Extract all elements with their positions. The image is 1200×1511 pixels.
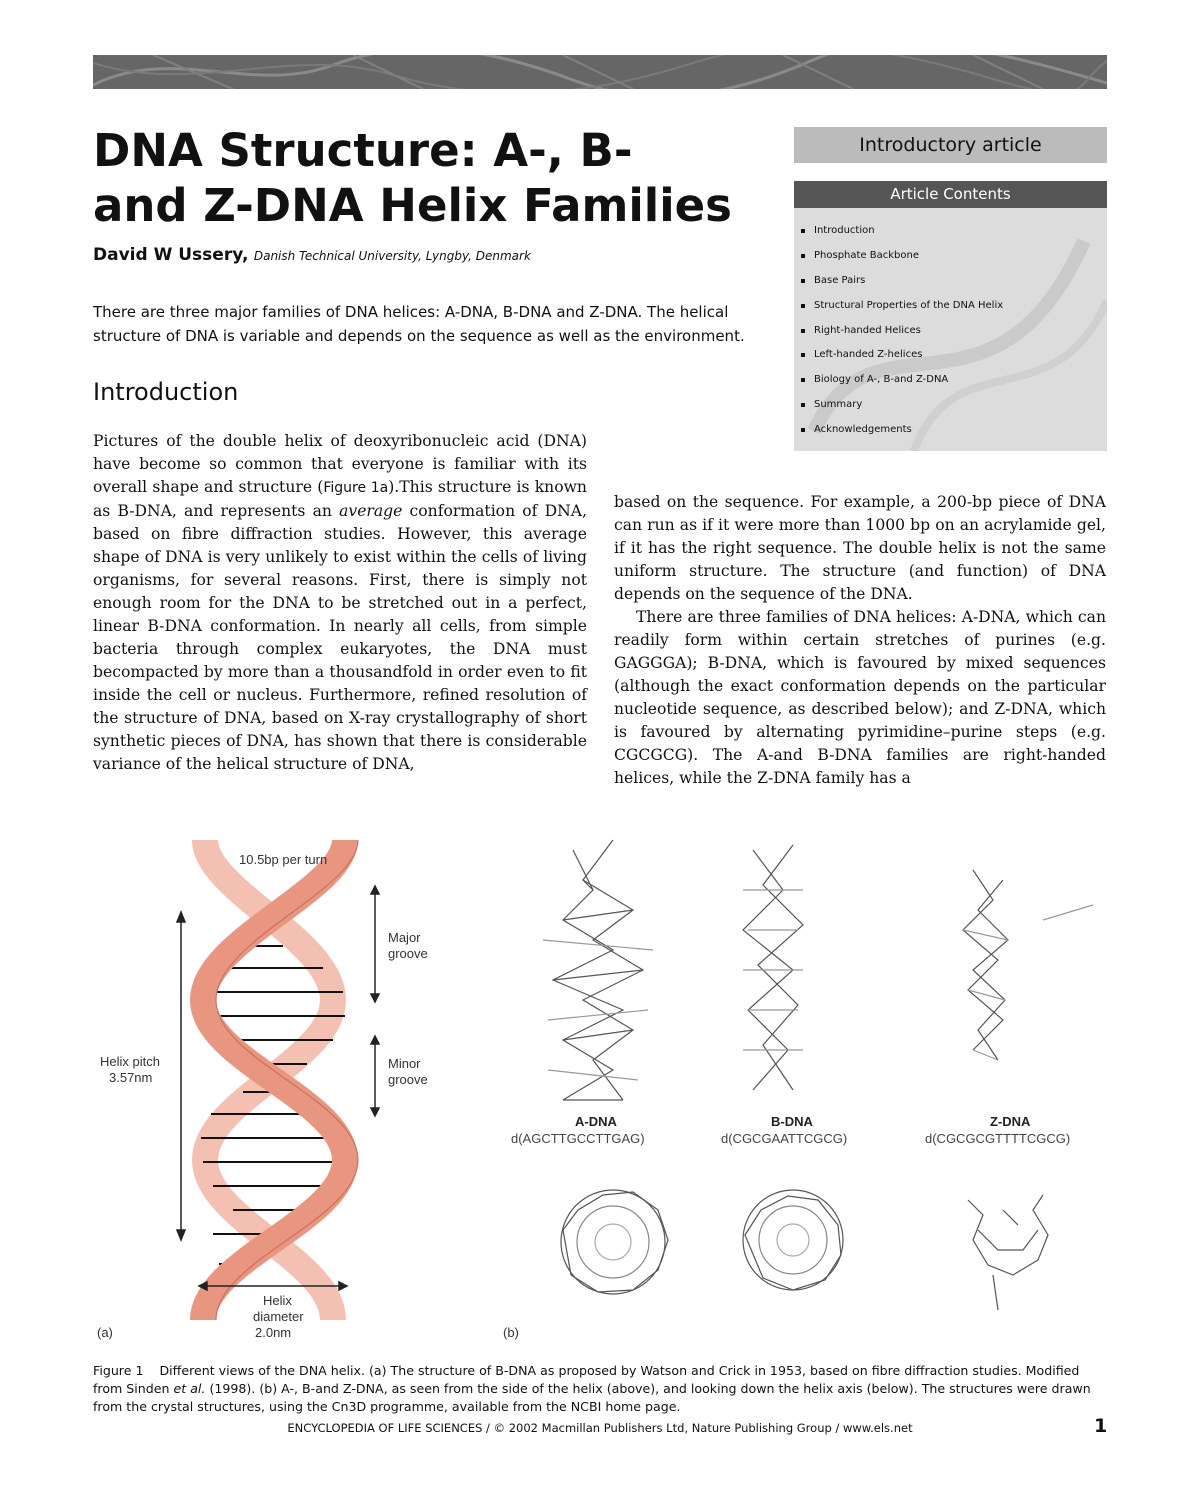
label-minor-groove: groove (388, 1072, 428, 1087)
author-line (93, 245, 531, 265)
contents-item[interactable] (794, 349, 1107, 374)
bullet-icon (801, 304, 805, 308)
page-number: 1 (1094, 1415, 1108, 1437)
contents-item-label: Biology of A-, B-and Z-DNA (814, 374, 949, 386)
intro-paragraph (93, 430, 587, 776)
body-column-left (93, 430, 587, 776)
contents-item-label: Summary (814, 399, 863, 411)
contents-item-label: Structural Properties of the DNA Helix (814, 299, 1004, 311)
emphasis-text: average (339, 502, 403, 520)
contents-item[interactable] (794, 325, 1107, 350)
bullet-icon (801, 403, 805, 407)
contents-item[interactable] (794, 275, 1107, 300)
header-banner (93, 55, 1107, 89)
text-run: Pictures of the double helix of deoxyribonucleic acid (DNA) have become so common that everyone is familiar with its overall shape and structure ( (93, 432, 587, 496)
article-type-label: Introductory article (859, 134, 1042, 156)
label-helix-diameter: diameter (253, 1309, 304, 1324)
article-contents-box (794, 181, 1107, 451)
caption-text: (1998). (b) A-, B-and Z-DNA, as seen from the side of the helix (above), and looking down the helix axis (below). The structures were drawn from the crystal structures, using the Cn3D programme, available from the NCBI home page. (93, 1381, 1091, 1414)
contents-item[interactable] (794, 250, 1107, 275)
helix-strand-front (203, 840, 345, 1320)
author-affiliation: Danish Technical University, Lyngby, Denmark (253, 249, 531, 263)
structure-sequence: d(CGCGCGTTTTCGCG) (925, 1131, 1071, 1146)
author-name: David W Ussery, (93, 245, 249, 265)
contents-item-label: Base Pairs (814, 274, 866, 286)
bullet-icon (801, 279, 805, 283)
abstract: There are three major families of DNA helices: A-DNA, B-DNA and Z-DNA. The helical structure of DNA is variable and depends on the sequence as well as the environment. (93, 303, 745, 345)
helix-diagram (97, 840, 428, 1340)
paragraph: based on the sequence. For example, a 200-bp piece of DNA can run as if it were more than 1000 bp on an acrylamide gel, if it has the right sequence. The double helix is not the same uniform structure. The structure (and function) of DNA depends on the sequence of the DNA. (614, 493, 1106, 603)
structure-name: B-DNA (771, 1114, 813, 1129)
label-per-turn: 10.5bp per turn (239, 852, 328, 867)
bullet-icon (801, 378, 805, 382)
contents-item-label: Introduction (814, 225, 875, 236)
text-run: conformation of DNA, based on fibre diffraction studies. However, this average shape of DNA is very unlikely to exist within the cells of living organisms, for several reasons. First, there is simply not enough room for the DNA to be stretched out in a perfect, linear B-DNA conformation. In nearly all cells, from simple bacteria through complex eukaryotes, the DNA must becompacted by more than a thousandfold in order even to fit inside the cell or nucleus. Furthermore, refined resolution of the structure of DNA, based on X-ray crystallography of short synthetic pieces of DNA, has shown that there is considerable variance of the helical structure of DNA, (93, 502, 587, 773)
label-major-groove: groove (388, 946, 428, 961)
article-type-box (794, 127, 1107, 163)
label-helix-pitch-value: 3.57nm (109, 1070, 153, 1085)
label-major-groove: Major (388, 930, 421, 945)
contents-heading: Article Contents (794, 181, 1107, 208)
structure-name: A-DNA (575, 1114, 617, 1129)
panel-label-a: (a) (97, 1325, 113, 1340)
structure-sequence: d(AGCTTGCCTTGAG) (511, 1131, 645, 1146)
text-run: ).This structure is known as B-DNA, and represents an (93, 478, 587, 520)
contents-item[interactable] (794, 424, 1107, 449)
caption-label: Figure 1 (93, 1363, 144, 1378)
caption-text: Different views of the DNA helix. (a) The structure of B-DNA as proposed by Watson and Crick in 1953, based on fibre diffraction studies. Modified from Sinden (93, 1363, 1080, 1396)
bullet-icon (801, 229, 805, 233)
structure-panel (543, 840, 1093, 1310)
label-helix-diameter: Helix (263, 1293, 292, 1308)
structure-labels (503, 1114, 1070, 1340)
body-column-right (614, 491, 1106, 790)
bullet-icon (801, 353, 805, 357)
contents-item[interactable] (794, 225, 1107, 250)
panel-label-b: (b) (503, 1325, 519, 1340)
b-dna-side-view (743, 845, 803, 1090)
page-footer: ENCYCLOPEDIA OF LIFE SCIENCES / © 2002 Macmillan Publishers Ltd, Nature Publishing Group / www.els.net (287, 1421, 913, 1435)
figure-reference-link[interactable]: Figure 1a (323, 480, 389, 496)
figure-caption (93, 1362, 1107, 1416)
label-helix-pitch: Helix pitch (100, 1054, 160, 1069)
structure-name: Z-DNA (990, 1114, 1031, 1129)
structure-sequence: d(CGCGAATTCGCG) (721, 1131, 848, 1146)
b-dna-top-view (743, 1190, 843, 1290)
contents-item[interactable] (794, 300, 1107, 325)
contents-item-label: Phosphate Backbone (814, 249, 919, 261)
banner-ornament (93, 55, 1107, 89)
label-helix-diameter-value: 2.0nm (255, 1325, 292, 1340)
contents-item-label: Acknowledgements (814, 424, 912, 436)
contents-list (794, 225, 1107, 449)
a-dna-side-view (543, 840, 653, 1100)
caption-etal: et al. (173, 1381, 206, 1396)
z-dna-side-view (963, 870, 1093, 1060)
bullet-icon (801, 329, 805, 333)
bullet-icon (801, 428, 805, 432)
figure-1 (93, 830, 1107, 1350)
paragraph: There are three families of DNA helices: A-DNA, which can readily form within certain stretches of purines (e.g. GAGGGA); B-DNA, which is favoured by mixed sequences (although the exact conformation depends on the particular nucleotide sequence, as described below); and Z-DNA, which is favoured by alternating pyrimidine–purine steps (e.g. CGCGCG). The A-and B-DNA families are right-handed helices, while the Z-DNA family has a (614, 608, 1106, 787)
contents-item[interactable] (794, 399, 1107, 424)
bullet-icon (801, 254, 805, 258)
article-title: DNA Structure: A-, B- and Z-DNA Helix Families (93, 124, 732, 232)
z-dna-top-view (968, 1195, 1048, 1310)
a-dna-top-view (561, 1190, 668, 1294)
contents-item[interactable] (794, 374, 1107, 399)
label-minor-groove: Minor (388, 1056, 421, 1071)
contents-item-label: Left-handed Z-helices (814, 349, 923, 361)
contents-item-label: Right-handed Helices (814, 324, 921, 336)
section-heading: Introduction (93, 378, 239, 406)
